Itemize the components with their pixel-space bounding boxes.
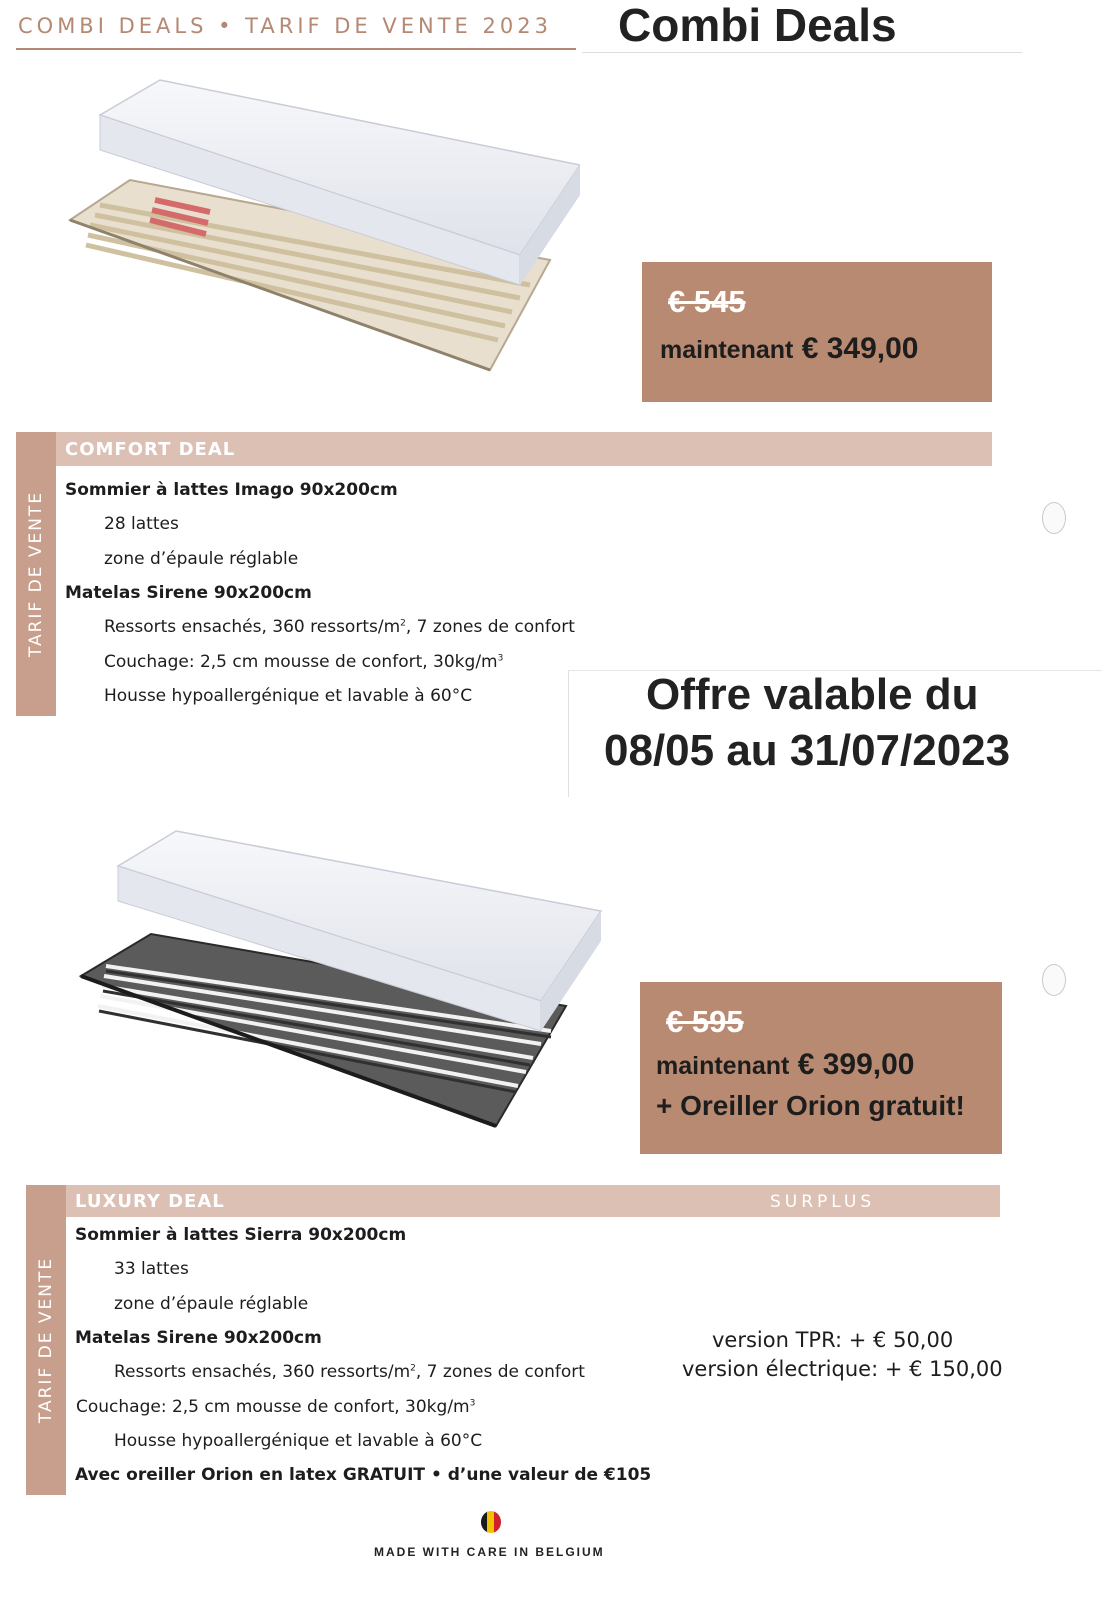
luxury-deal-price-prefix: maintenant — [656, 1052, 790, 1080]
luxury-deal-feature: Sommier à lattes Sierra 90x200cm — [75, 1225, 407, 1245]
offer-line-2: 08/05 au 31/07/2023 — [604, 726, 1011, 775]
luxury-deal-new-price-line — [656, 1048, 914, 1082]
comfort-deal-feature: Ressorts ensachés, 360 ressorts/$m^2$, 7 zones de confort — [104, 617, 575, 637]
luxury-deal-feature: 33 lattes — [114, 1259, 189, 1279]
comfort-deal-feature: zone d’épaule réglable — [104, 549, 299, 569]
luxury-deal-new-price: € 399,00 — [797, 1048, 915, 1081]
comfort-deal-new-price-line — [660, 332, 918, 366]
luxury-deal-feature: Ressorts ensachés, 360 ressorts/$m^2$, 7 zones de confort — [114, 1362, 585, 1382]
luxury-deal-title: LUXURY DEAL — [75, 1191, 225, 1212]
header-rule — [16, 48, 576, 50]
surplus-option-electric: version électrique: + € 150,00 — [682, 1357, 1003, 1381]
punch-hole — [1042, 502, 1066, 534]
luxury-deal-feature: Avec oreiller Orion en latex GRATUIT • d’une valeur de €105 — [75, 1465, 652, 1485]
comfort-deal-new-price: € 349,00 — [801, 332, 919, 365]
footer-made-in-belgium: MADE WITH CARE IN BELGIUM — [374, 1545, 605, 1559]
comfort-deal-old-price: € 545 — [668, 284, 746, 319]
comfort-deal-title: COMFORT DEAL — [65, 439, 236, 460]
comfort-deal-feature: Sommier à lattes Imago 90x200cm — [65, 480, 398, 500]
luxury-deal-feature: Couchage: 2,5 cm mousse de confort, $30kg/m^3$ — [76, 1397, 476, 1417]
header-stamp-title: Combi Deals — [618, 0, 897, 51]
luxury-deal-old-price: € 595 — [666, 1004, 744, 1039]
punch-hole — [1042, 964, 1066, 996]
comfort-deal-feature: Matelas Sirene 90x200cm — [65, 583, 312, 603]
belgian-flag-icon — [480, 1510, 502, 1534]
luxury-deal-feature: zone d’épaule réglable — [114, 1294, 309, 1314]
comfort-deal-side-label: TARIF DE VENTE — [26, 490, 46, 658]
luxury-deal-side-label: TARIF DE VENTE — [36, 1256, 56, 1424]
comfort-deal-side-band — [16, 432, 56, 716]
luxury-deal-side-band — [26, 1185, 66, 1495]
comfort-deal-feature: Couchage: 2,5 cm mousse de confort, $30kg/m^3$ — [104, 652, 504, 672]
comfort-deal-product-image — [60, 70, 580, 390]
luxury-deal-feature: Housse hypoallergénique et lavable à 60°C — [114, 1431, 483, 1451]
comfort-deal-feature: 28 lattes — [104, 514, 179, 534]
luxury-deal-product-image — [76, 826, 606, 1136]
comfort-deal-price-prefix: maintenant — [660, 336, 794, 364]
comfort-deal-feature: Housse hypoallergénique et lavable à 60°C — [104, 686, 473, 706]
header-label: COMBI DEALS • TARIF DE VENTE 2023 — [18, 14, 552, 38]
luxury-deal-free-pillow: + Oreiller Orion gratuit! — [656, 1090, 965, 1121]
luxury-deal-feature: Matelas Sirene 90x200cm — [75, 1328, 322, 1348]
luxury-deal-surplus-label: SURPLUS — [770, 1192, 876, 1212]
surplus-option-tpr: version TPR: + € 50,00 — [712, 1328, 954, 1352]
offer-line-1: Offre valable du — [646, 670, 979, 719]
